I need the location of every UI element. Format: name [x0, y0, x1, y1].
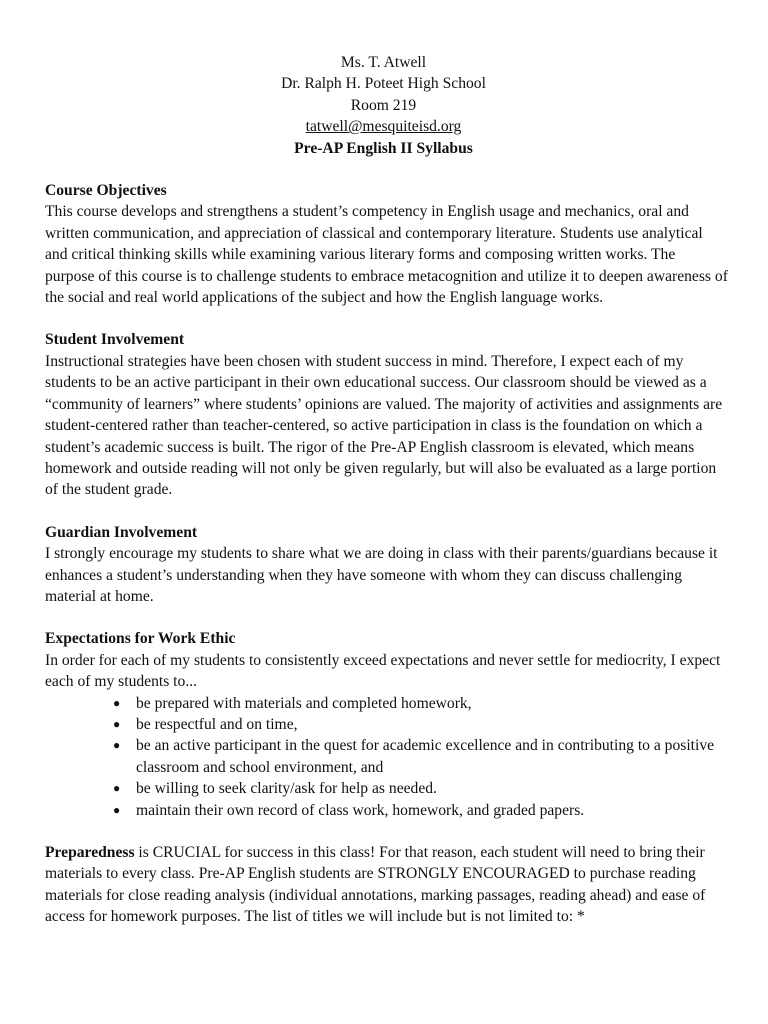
bullet-icon: ● — [113, 738, 121, 753]
list-item-text: be prepared with materials and completed homework, — [136, 694, 472, 712]
list-item-text: be willing to seek clarity/ask for help as needed. — [136, 780, 437, 798]
list-item — [113, 714, 728, 735]
section-heading: Student Involvement — [45, 331, 185, 349]
preparedness-paragraph — [45, 842, 728, 928]
list-item — [113, 800, 728, 821]
section-course-objectives — [45, 180, 728, 308]
preparedness-body: is CRUCIAL for success in this class! For that reason, each student will need to bring their materials to every class. Pre-AP English students are STRONGLY ENCOURAGED to purchase reading materials for close reading analysis (individual annotations, marking passages, reading ahead) and ease of access for homework purposes. The list of titles we will include but is not limited to: * — [45, 844, 706, 926]
list-item — [113, 693, 728, 714]
teacher-name: Ms. T. Atwell — [340, 54, 427, 71]
section-intro: In order for each of my students to consistently exceed expectations and never settle for mediocrity, I expect each of my students to... — [45, 651, 721, 691]
expectations-list — [45, 693, 728, 821]
document-header — [45, 52, 722, 159]
section-student-involvement — [45, 329, 728, 500]
list-item-text: be respectful and on time, — [136, 715, 298, 733]
bullet-icon: ● — [113, 802, 121, 817]
section-heading: Course Objectives — [45, 182, 167, 200]
section-preparedness — [45, 842, 728, 928]
section-heading: Guardian Involvement — [45, 523, 198, 541]
section-heading: Expectations for Work Ethic — [45, 630, 236, 648]
section-guardian-involvement — [45, 522, 728, 608]
bullet-icon: ● — [113, 695, 121, 710]
teacher-email-link[interactable]: tatwell@mesquiteisd.org — [305, 118, 462, 136]
list-item-text: be an active participant in the quest for academic excellence and in contributing to a positive classroom and school environment, and — [136, 737, 715, 776]
school-name: Dr. Ralph H. Poteet High School — [281, 75, 486, 93]
preparedness-lead: Preparedness — [45, 844, 135, 861]
bullet-icon: ● — [113, 716, 121, 731]
list-item — [113, 778, 728, 799]
bullet-icon: ● — [113, 781, 121, 796]
section-body: Instructional strategies have been chosen with student success in mind. Therefore, I expect each of my students to be an active participant in their own educational success. Our classroom should be viewed as a “community of learners” where students’ opinions are valued. The majority of activities and assignments are student-centered rather than teacher-centered, so active participation in class is the foundation on which a student’s academic success is built. The rigor of the Pre-AP English classroom is elevated, which means homework and outside reading will not only be given regularly, but will also be evaluated as a large portion of the student grade. — [45, 352, 723, 499]
list-item-text: maintain their own record of class work, homework, and graded papers. — [136, 801, 585, 819]
section-body: This course develops and strengthens a student’s competency in English usage and mechanics, oral and written communication, and appreciation of classical and contemporary literature. Students use analytical and critical thinking skills while examining various literary forms and composing written works. The purpose of this course is to challenge students to embrace metacognition and utilize it to deepen awareness of the social and real world applications of the subject and how the English language works. — [45, 203, 728, 307]
room-number: Room 219 — [350, 96, 417, 114]
list-item — [113, 735, 728, 778]
section-body: I strongly encourage my students to share what we are doing in class with their parents/guardians because it enhances a student’s understanding when they have someone with whom they can discuss challenging material at home. — [45, 545, 718, 605]
section-work-ethic — [45, 628, 728, 821]
document-title: Pre-AP English II Syllabus — [294, 139, 473, 157]
